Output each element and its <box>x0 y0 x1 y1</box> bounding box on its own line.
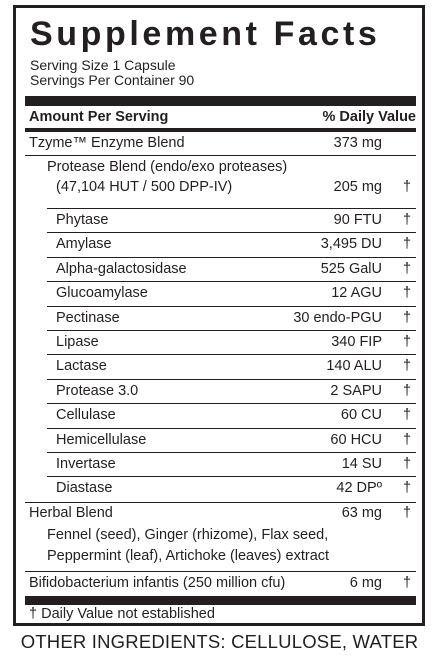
divider <box>47 476 416 477</box>
divider <box>25 502 416 503</box>
enzyme-amount: 30 endo-PGU <box>293 309 382 326</box>
serving-size: Serving Size 1 Capsule <box>30 57 176 73</box>
enzyme-name: Alpha-galactosidase <box>56 260 187 277</box>
divider <box>47 379 416 380</box>
enzyme-name: Diastase <box>56 480 113 497</box>
enzyme-name: Invertase <box>56 456 116 472</box>
enzyme-name: Amylase <box>56 236 112 253</box>
enzyme-blend-name: Tzyme™ Enzyme Blend <box>29 135 185 151</box>
enzyme-dv: † <box>402 285 412 302</box>
herbal-ingredients-text: Fennel (seed), Ginger (rhizome), Flax seed, <box>47 527 329 543</box>
enzyme-dv: † <box>402 334 412 350</box>
enzyme-blend-amount: 373 mg <box>333 135 382 151</box>
enzyme-dv: † <box>402 358 412 375</box>
enzyme-name: Phytase <box>56 212 109 228</box>
amount-per-serving-header: Amount Per Serving <box>29 109 169 125</box>
enzyme-dv: † <box>402 407 412 424</box>
other-ingredients: OTHER INGREDIENTS: CELLULOSE, WATER <box>20 631 419 652</box>
divider <box>47 232 416 233</box>
thick-divider-header <box>25 128 416 132</box>
enzyme-amount: 12 AGU <box>331 285 382 302</box>
divider <box>47 354 416 355</box>
enzyme-amount: 14 SU <box>341 456 382 472</box>
bifidobacterium-amount: 6 mg <box>349 575 382 591</box>
enzyme-name: Hemicellulase <box>56 431 147 448</box>
herbal-blend-amount: 63 mg <box>341 505 382 521</box>
enzyme-amount: 340 FIP <box>331 334 382 350</box>
protease-blend-dv: † <box>402 179 412 195</box>
enzyme-name: Glucoamylase <box>56 285 148 302</box>
divider <box>47 208 416 209</box>
enzyme-amount: 90 FTU <box>333 212 382 228</box>
enzyme-dv: † <box>402 382 412 399</box>
enzyme-dv: † <box>402 236 412 253</box>
protease-blend-units: (47,104 HUT / 500 DPP-IV) <box>56 179 233 195</box>
protease-blend-name: Protease Blend (endo/exo proteases) <box>47 159 288 175</box>
divider <box>47 257 416 258</box>
enzyme-name: Lipase <box>56 334 99 350</box>
enzyme-dv: † <box>402 309 412 326</box>
enzyme-amount: 2 SAPU <box>330 382 382 399</box>
servings-per-container: Servings Per Container 90 <box>30 72 195 88</box>
enzyme-dv: † <box>402 212 412 228</box>
herbal-blend-name: Herbal Blend <box>29 505 113 521</box>
thick-divider-top <box>25 96 416 106</box>
enzyme-dv: † <box>402 480 412 497</box>
supplement-facts-panel <box>13 5 425 626</box>
panel-title: Supplement Facts <box>30 15 381 53</box>
herbal-ingredients-text: Peppermint (leaf), Artichoke (leaves) extract <box>47 548 330 564</box>
enzyme-name: Protease 3.0 <box>56 382 139 399</box>
enzyme-amount: 42 DPº <box>336 480 382 497</box>
enzyme-dv: † <box>402 431 412 448</box>
daily-value-header: % Daily Value <box>322 109 416 125</box>
enzyme-amount: 60 HCU <box>330 431 382 448</box>
divider <box>47 428 416 429</box>
divider <box>47 281 416 282</box>
enzyme-amount: 3,495 DU <box>320 236 382 253</box>
bifidobacterium-name: Bifidobacterium infantis (250 million cfu) <box>29 575 286 591</box>
enzyme-dv: † <box>402 456 412 472</box>
divider <box>25 571 416 572</box>
bifidobacterium-dv: † <box>402 575 412 591</box>
enzyme-name: Lactase <box>56 358 107 375</box>
divider <box>47 330 416 331</box>
footnote: † Daily Value not established <box>29 606 215 622</box>
divider <box>47 403 416 404</box>
herbal-blend-dv: † <box>402 505 412 521</box>
divider <box>47 306 416 307</box>
enzyme-amount: 140 ALU <box>326 358 382 375</box>
thick-divider-bottom <box>25 596 416 605</box>
enzyme-dv: † <box>402 260 412 277</box>
divider <box>25 155 416 156</box>
enzyme-name: Pectinase <box>56 309 120 326</box>
divider <box>47 452 416 453</box>
enzyme-amount: 60 CU <box>340 407 382 424</box>
protease-blend-amount: 205 mg <box>333 179 382 195</box>
enzyme-name: Cellulase <box>56 407 116 424</box>
enzyme-amount: 525 GalU <box>320 260 382 277</box>
